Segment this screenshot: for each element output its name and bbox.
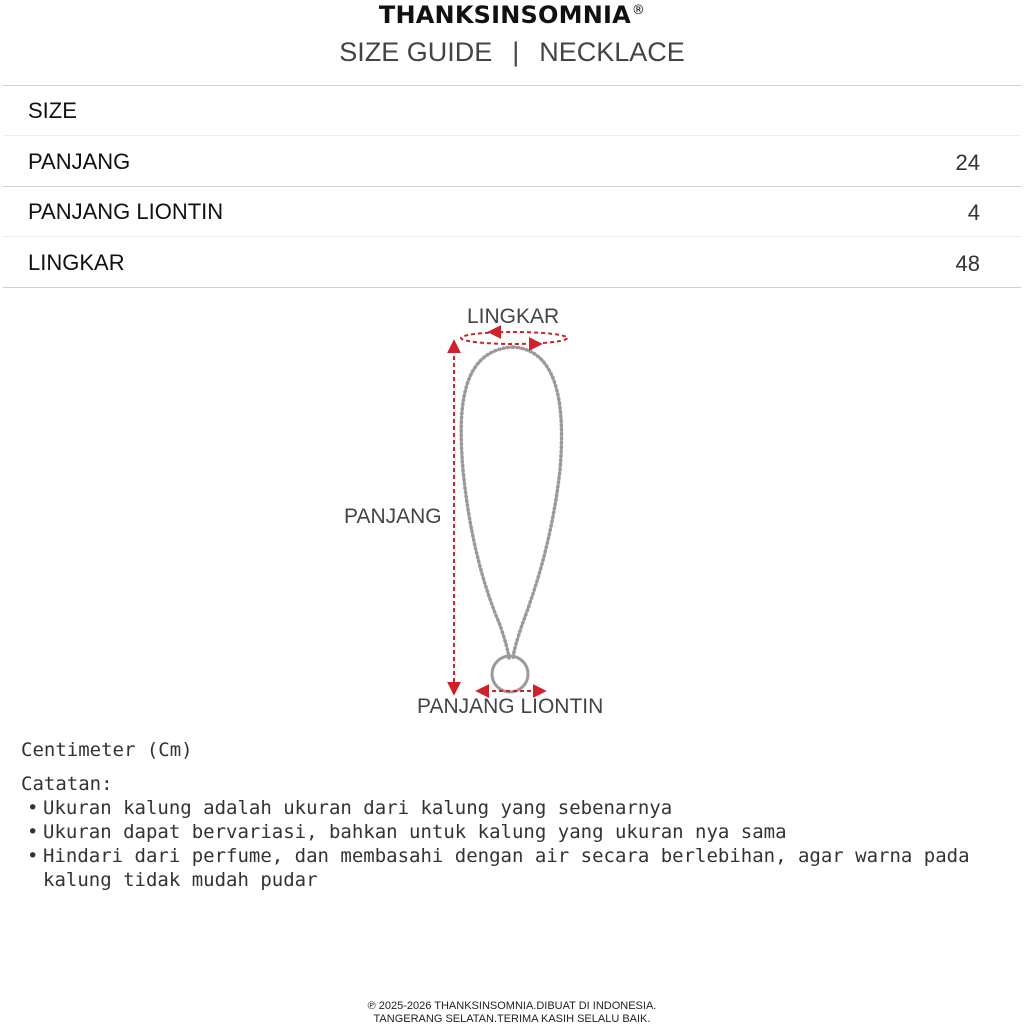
necklace-chain <box>461 347 561 658</box>
table-top-divider <box>3 85 1021 86</box>
note-text: Hindari dari perfume, dan membasahi dengan air secara berlebihan, agar warna pada kalung tidak mudah pudar <box>43 845 970 891</box>
list-item <box>21 796 1021 820</box>
page-subtitle <box>0 36 1024 68</box>
list-item <box>21 820 1021 844</box>
brand-name: THANKSINSOMNIA <box>378 1 631 29</box>
footer-line-2: TANGERANG SELATAN.TERIMA KASIH SELALU BAIK. <box>373 1013 651 1025</box>
brand-title <box>0 0 1024 30</box>
necklace-diagram <box>0 290 1024 730</box>
footer-line-1: ℗ 2025-2026 THANKSINSOMNIA.DIBUAT DI INDONESIA. <box>367 1000 657 1012</box>
notes-section <box>21 738 1021 892</box>
table-divider <box>3 236 1021 237</box>
necklace-illustration <box>0 290 1024 730</box>
lingkar-measure-ellipse <box>461 332 567 344</box>
size-table-header: SIZE <box>28 98 77 123</box>
list-item <box>21 844 1021 892</box>
table-row-label: PANJANG LIONTIN <box>28 199 224 224</box>
product-name: NECKLACE <box>539 37 685 67</box>
footer <box>0 1000 1024 1026</box>
note-text: Ukuran kalung adalah ukuran dari kalung yang sebenarnya <box>43 797 673 819</box>
panjang-liontin-label: PANJANG LIONTIN <box>417 695 604 718</box>
table-divider <box>3 135 1021 136</box>
bullet-icon: • <box>27 821 39 843</box>
panjang-label: PANJANG <box>344 505 442 528</box>
table-row-label: LINGKAR <box>28 250 125 275</box>
table-row-value: 24 <box>955 150 980 175</box>
registered-mark: ® <box>631 3 646 18</box>
table-row-value: 48 <box>955 251 980 276</box>
title-separator: | <box>512 37 520 67</box>
guide-title: SIZE GUIDE <box>339 37 493 67</box>
bullet-icon: • <box>27 797 39 819</box>
note-text: Ukuran dapat bervariasi, bahkan untuk kalung yang ukuran nya sama <box>43 821 787 843</box>
bullet-icon: • <box>27 845 39 867</box>
lingkar-label: LINGKAR <box>467 305 560 328</box>
notes-list <box>21 796 1021 892</box>
table-bottom-divider <box>3 287 1021 288</box>
table-row-label: PANJANG <box>28 149 131 174</box>
unit-label: Centimeter (Cm) <box>21 739 193 761</box>
pendant-icon <box>492 656 528 692</box>
table-row-value: 4 <box>967 200 980 225</box>
table-divider <box>3 186 1021 187</box>
notes-heading: Catatan: <box>21 773 113 795</box>
